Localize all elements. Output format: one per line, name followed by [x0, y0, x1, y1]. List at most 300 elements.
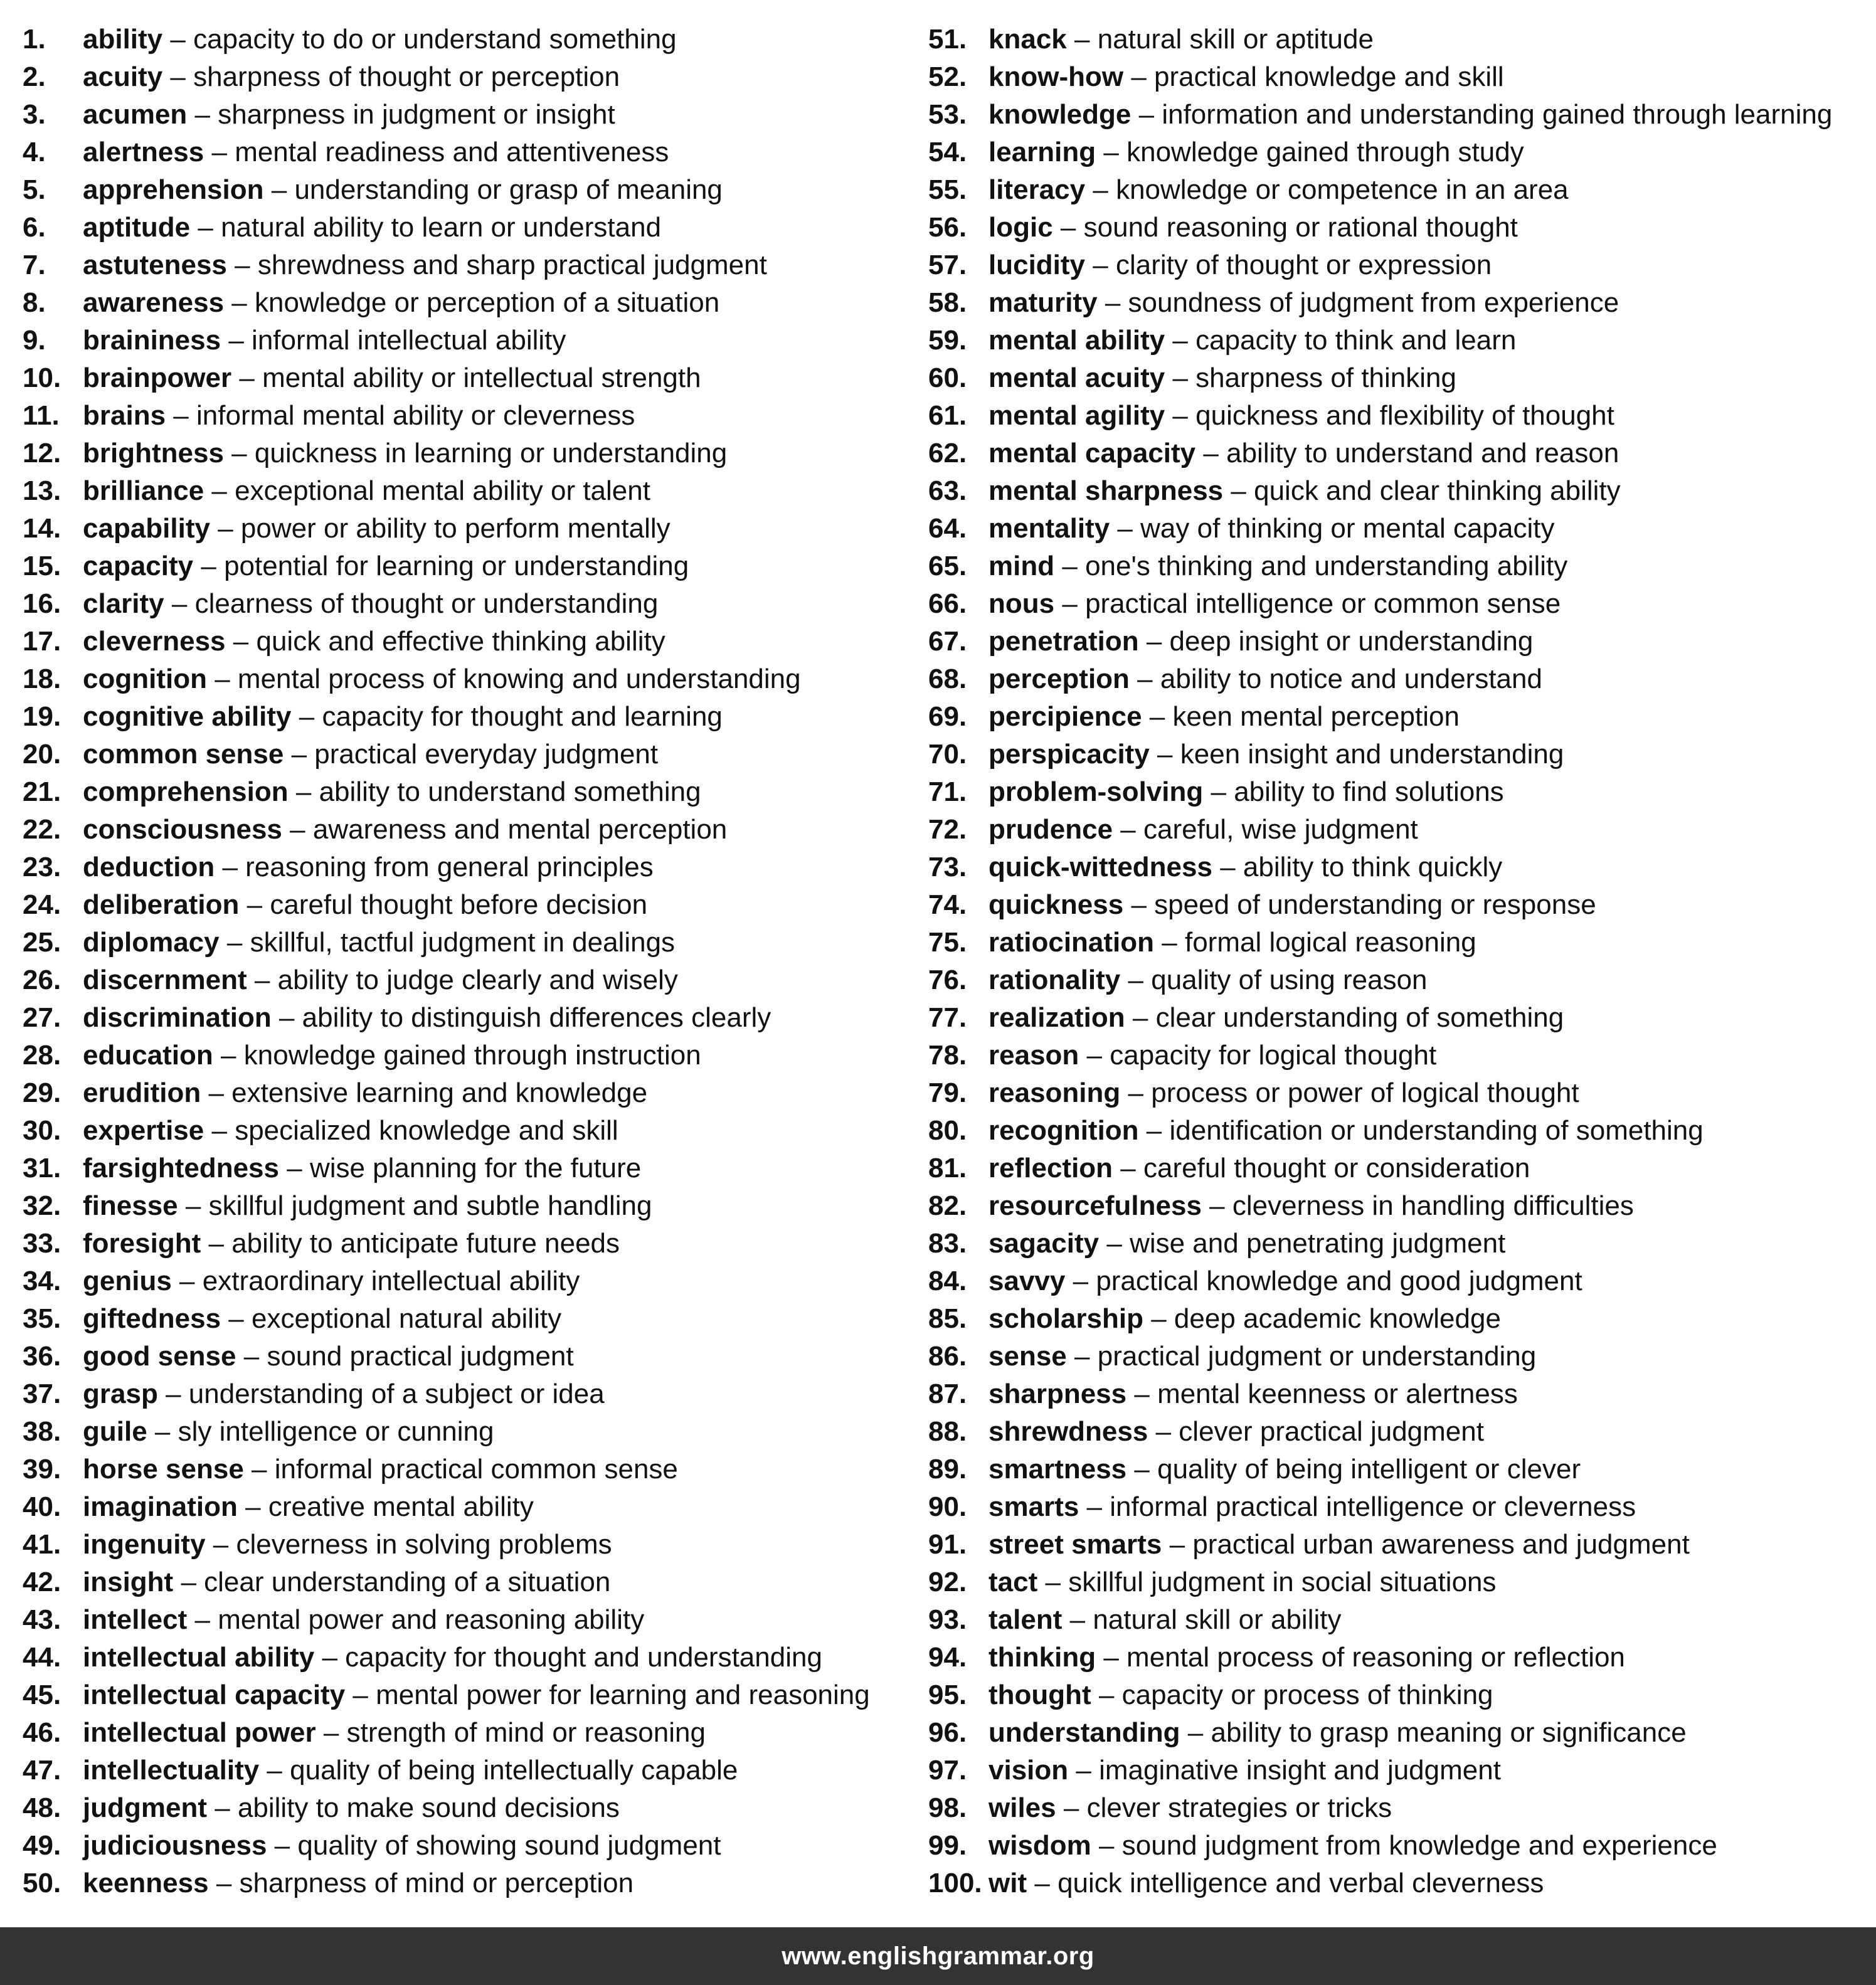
item-number: 89. — [928, 1454, 967, 1485]
item-definition: speed of understanding or response — [1154, 889, 1596, 920]
item-separator: – — [1086, 1491, 1103, 1522]
item-definition: careful thought before decision — [270, 889, 648, 920]
list-item — [23, 1035, 913, 1072]
item-word: giftedness — [83, 1303, 221, 1334]
list-item — [23, 19, 913, 56]
item-separator: – — [1060, 212, 1076, 243]
list-item — [23, 997, 913, 1035]
item-definition: cleverness in solving problems — [236, 1529, 612, 1560]
item-number: 19. — [23, 701, 61, 732]
item-definition: quality of showing sound judgment — [297, 1830, 721, 1861]
item-word: knack — [988, 24, 1067, 55]
list-item — [928, 207, 1869, 245]
item-definition: creative mental ability — [268, 1491, 534, 1522]
item-word: comprehension — [83, 776, 289, 807]
item-word: intellectual power — [83, 1717, 316, 1748]
item-separator: – — [1157, 739, 1173, 770]
list-item — [23, 771, 913, 809]
item-word: discernment — [83, 965, 247, 995]
item-separator: – — [1172, 363, 1188, 393]
list-item — [23, 1449, 913, 1486]
item-number: 21. — [23, 776, 61, 807]
item-number: 91. — [928, 1529, 967, 1560]
list-item — [928, 884, 1869, 922]
list-item — [23, 320, 913, 357]
item-separator: – — [1138, 99, 1155, 130]
item-separator: – — [1103, 137, 1119, 167]
item-separator: – — [1151, 1303, 1167, 1334]
item-word: mental acuity — [988, 363, 1165, 393]
item-definition: understanding or grasp of meaning — [294, 174, 723, 205]
item-number: 50. — [23, 1868, 61, 1898]
item-word: aptitude — [83, 212, 191, 243]
item-word: mental ability — [988, 325, 1165, 356]
item-number: 13. — [23, 475, 61, 506]
list-item — [928, 1486, 1869, 1524]
list-item — [928, 1863, 1869, 1900]
item-separator: – — [194, 99, 211, 130]
item-definition: ability to make sound decisions — [237, 1792, 620, 1823]
list-item — [23, 1863, 913, 1900]
item-word: ratiocination — [988, 927, 1155, 958]
item-word: smarts — [988, 1491, 1079, 1522]
item-separator: – — [226, 927, 243, 958]
item-definition: knowledge or competence in an area — [1116, 174, 1569, 205]
list-item — [928, 1524, 1869, 1562]
item-word: percipience — [988, 701, 1142, 732]
item-word: recognition — [988, 1115, 1139, 1146]
item-number: 39. — [23, 1454, 61, 1485]
item-definition: wise planning for the future — [309, 1153, 642, 1183]
item-number: 18. — [23, 664, 61, 694]
item-definition: deep insight or understanding — [1169, 626, 1534, 657]
item-separator: – — [1086, 1040, 1103, 1071]
list-item — [928, 433, 1869, 470]
item-word: resourcefulness — [988, 1190, 1202, 1221]
item-number: 3. — [23, 99, 46, 130]
item-definition: sharpness of mind or perception — [239, 1868, 634, 1898]
item-definition: ability to distinguish differences clearly — [302, 1002, 771, 1033]
item-word: savvy — [988, 1266, 1066, 1296]
item-definition: sharpness in judgment or insight — [218, 99, 615, 130]
item-separator: – — [245, 1491, 261, 1522]
item-separator: – — [1203, 438, 1219, 468]
item-separator: – — [254, 965, 270, 995]
item-word: capability — [83, 513, 210, 544]
footer-bar — [0, 1927, 1876, 1985]
list-item — [23, 1825, 913, 1863]
item-definition: careful thought or consideration — [1143, 1153, 1530, 1183]
item-number: 82. — [928, 1190, 967, 1221]
item-separator: – — [1069, 1604, 1086, 1635]
item-word: scholarship — [988, 1303, 1143, 1334]
list-item — [928, 94, 1869, 132]
item-word: lucidity — [988, 250, 1086, 280]
item-definition: cleverness in handling difficulties — [1232, 1190, 1634, 1221]
list-item — [928, 132, 1869, 169]
item-word: understanding — [988, 1717, 1180, 1748]
item-separator: – — [1120, 1153, 1136, 1183]
item-number: 51. — [928, 24, 967, 55]
item-number: 85. — [928, 1303, 967, 1334]
item-separator: – — [233, 626, 249, 657]
item-number: 10. — [23, 363, 61, 393]
list-item — [23, 132, 913, 169]
item-number: 99. — [928, 1830, 967, 1861]
item-word: braininess — [83, 325, 221, 356]
item-number: 23. — [23, 852, 61, 882]
list-item — [928, 1675, 1869, 1712]
item-separator: – — [1134, 1379, 1150, 1409]
item-definition: skillful, tactful judgment in dealings — [250, 927, 676, 958]
item-separator: – — [274, 1830, 290, 1861]
list-item — [928, 1336, 1869, 1374]
list-item — [23, 433, 913, 470]
item-separator: – — [208, 1228, 224, 1259]
item-definition: potential for learning or understanding — [224, 551, 689, 581]
item-definition: clever practical judgment — [1179, 1416, 1484, 1447]
item-definition: clever strategies or tricks — [1086, 1792, 1392, 1823]
item-number: 57. — [928, 250, 967, 280]
list-item — [928, 1449, 1869, 1486]
item-definition: natural skill or aptitude — [1097, 24, 1374, 55]
item-separator: – — [1149, 701, 1165, 732]
list-item — [928, 56, 1869, 94]
item-word: education — [83, 1040, 213, 1071]
item-number: 79. — [928, 1077, 967, 1108]
item-number: 17. — [23, 626, 61, 657]
item-definition: exceptional natural ability — [252, 1303, 562, 1334]
list-item — [23, 1336, 913, 1374]
item-number: 94. — [928, 1642, 967, 1673]
item-word: judgment — [83, 1792, 207, 1823]
item-number: 5. — [23, 174, 46, 205]
list-item — [23, 282, 913, 320]
item-definition: clearness of thought or understanding — [194, 588, 659, 619]
item-number: 90. — [928, 1491, 967, 1522]
item-number: 52. — [928, 61, 967, 92]
item-definition: information and understanding gained through learning — [1162, 99, 1833, 130]
item-definition: power or ability to perform mentally — [240, 513, 670, 544]
item-definition: sly intelligence or cunning — [178, 1416, 494, 1447]
footer-url: www.englishgrammar.org — [782, 1942, 1094, 1970]
item-word: guile — [83, 1416, 147, 1447]
item-definition: awareness and mental perception — [312, 814, 728, 845]
item-separator: – — [201, 551, 216, 581]
item-separator: – — [246, 889, 263, 920]
item-word: insight — [83, 1567, 174, 1597]
item-separator: – — [166, 1379, 181, 1409]
item-definition: quick intelligence and verbal cleverness — [1057, 1868, 1544, 1898]
item-word: intellectuality — [83, 1755, 260, 1786]
item-number: 33. — [23, 1228, 61, 1259]
item-word: cognitive ability — [83, 701, 292, 732]
item-separator: – — [170, 61, 186, 92]
item-number: 76. — [928, 965, 967, 995]
item-number: 100. — [928, 1868, 982, 1898]
list-item — [23, 583, 913, 621]
item-separator: – — [216, 1868, 232, 1898]
item-definition: sharpness of thought or perception — [193, 61, 620, 92]
item-separator: – — [1117, 513, 1133, 544]
item-separator: – — [1105, 287, 1121, 318]
item-word: diplomacy — [83, 927, 220, 958]
item-separator: – — [239, 363, 255, 393]
item-separator: – — [1074, 24, 1090, 55]
item-number: 69. — [928, 701, 967, 732]
list-item — [928, 470, 1869, 508]
item-number: 47. — [23, 1755, 61, 1786]
item-number: 42. — [23, 1567, 61, 1597]
list-item — [23, 470, 913, 508]
item-word: good sense — [83, 1341, 236, 1372]
list-item — [23, 1524, 913, 1562]
list-item — [23, 1637, 913, 1675]
list-item — [928, 659, 1869, 696]
item-separator: – — [231, 287, 247, 318]
item-word: astuteness — [83, 250, 227, 280]
item-number: 1. — [23, 24, 46, 55]
list-item — [23, 884, 913, 922]
item-word: mental capacity — [988, 438, 1196, 468]
item-word: judiciousness — [83, 1830, 267, 1861]
item-word: common sense — [83, 739, 284, 770]
item-word: sagacity — [988, 1228, 1100, 1259]
item-number: 53. — [928, 99, 967, 130]
item-number: 66. — [928, 588, 967, 619]
item-number: 87. — [928, 1379, 967, 1409]
item-separator: – — [1120, 814, 1136, 845]
list-item — [23, 1712, 913, 1750]
list-item — [928, 320, 1869, 357]
item-word: reflection — [988, 1153, 1113, 1183]
list-item — [928, 169, 1869, 207]
item-number: 31. — [23, 1153, 61, 1183]
item-number: 71. — [928, 776, 967, 807]
item-number: 14. — [23, 513, 61, 544]
item-definition: extraordinary intellectual ability — [202, 1266, 580, 1296]
list-item — [928, 395, 1869, 433]
item-definition: quality of being intelligent or clever — [1157, 1454, 1581, 1485]
item-separator: – — [221, 1040, 236, 1071]
item-separator: – — [1098, 1680, 1115, 1710]
item-definition: informal practical intelligence or cleverness — [1110, 1491, 1636, 1522]
item-separator: – — [1062, 551, 1078, 581]
item-separator: – — [170, 24, 186, 55]
item-word: horse sense — [83, 1454, 244, 1485]
item-number: 35. — [23, 1303, 61, 1334]
item-definition: practical urban awareness and judgment — [1192, 1529, 1690, 1560]
item-definition: capacity to think and learn — [1195, 325, 1517, 356]
item-definition: extensive learning and knowledge — [231, 1077, 648, 1108]
item-number: 25. — [23, 927, 61, 958]
item-word: logic — [988, 212, 1053, 243]
item-separator: – — [1211, 776, 1226, 807]
item-separator: – — [1131, 889, 1147, 920]
item-definition: informal mental ability or cleverness — [196, 400, 635, 431]
item-separator: – — [267, 1755, 282, 1786]
item-word: mind — [988, 551, 1055, 581]
item-number: 55. — [928, 174, 967, 205]
item-number: 77. — [928, 1002, 967, 1033]
item-definition: knowledge gained through instruction — [243, 1040, 701, 1071]
list-item — [23, 1374, 913, 1411]
item-definition: ability to understand something — [319, 776, 701, 807]
item-definition: capacity for thought and learning — [322, 701, 723, 732]
item-separator: – — [154, 1416, 171, 1447]
item-number: 74. — [928, 889, 967, 920]
item-word: quickness — [988, 889, 1124, 920]
list-item — [23, 734, 913, 771]
item-number: 46. — [23, 1717, 61, 1748]
item-number: 32. — [23, 1190, 61, 1221]
item-definition: wise and penetrating judgment — [1130, 1228, 1506, 1259]
item-definition: ability to understand and reason — [1226, 438, 1619, 468]
item-separator: – — [1073, 1266, 1089, 1296]
item-number: 65. — [928, 551, 967, 581]
item-definition: clear understanding of something — [1155, 1002, 1564, 1033]
item-definition: ability to anticipate future needs — [231, 1228, 620, 1259]
item-word: penetration — [988, 626, 1139, 657]
list-item — [928, 734, 1869, 771]
list-item — [928, 1148, 1869, 1185]
item-separator: – — [1128, 1077, 1143, 1108]
item-word: keenness — [83, 1868, 209, 1898]
item-number: 83. — [928, 1228, 967, 1259]
list-item — [928, 621, 1869, 659]
item-number: 86. — [928, 1341, 967, 1372]
item-word: thought — [988, 1680, 1091, 1710]
item-word: brainpower — [83, 363, 232, 393]
item-number: 41. — [23, 1529, 61, 1560]
item-definition: quick and clear thinking ability — [1254, 475, 1621, 506]
item-separator: – — [211, 137, 227, 167]
list-item — [23, 847, 913, 884]
item-word: erudition — [83, 1077, 201, 1108]
item-definition: quality of using reason — [1151, 965, 1428, 995]
list-item — [928, 546, 1869, 583]
item-definition: soundness of judgment from experience — [1128, 287, 1619, 318]
item-word: discrimination — [83, 1002, 272, 1033]
item-definition: ability to notice and understand — [1160, 664, 1542, 694]
list-item — [928, 357, 1869, 395]
list-item — [23, 1787, 913, 1825]
item-separator: – — [1093, 174, 1108, 205]
item-separator: – — [322, 1642, 337, 1673]
item-number: 92. — [928, 1567, 967, 1597]
item-separator: – — [1076, 1755, 1091, 1786]
item-definition: specialized knowledge and skill — [235, 1115, 618, 1146]
item-word: farsightedness — [83, 1153, 279, 1183]
item-number: 4. — [23, 137, 46, 167]
item-definition: skillful judgment in social situations — [1068, 1567, 1497, 1597]
list-item — [23, 207, 913, 245]
item-separator: – — [1146, 1115, 1162, 1146]
item-word: intellectual capacity — [83, 1680, 346, 1710]
item-separator: – — [287, 1153, 302, 1183]
item-separator: – — [194, 1604, 210, 1635]
list-item — [928, 1072, 1869, 1110]
item-number: 36. — [23, 1341, 61, 1372]
item-definition: knowledge gained through study — [1126, 137, 1524, 167]
item-number: 75. — [928, 927, 967, 958]
item-definition: mental process of reasoning or reflection — [1126, 1642, 1625, 1673]
item-definition: sound reasoning or rational thought — [1083, 212, 1518, 243]
item-number: 2. — [23, 61, 46, 92]
item-separator: – — [181, 1567, 196, 1597]
list-item — [23, 696, 913, 734]
item-definition: identification or understanding of something — [1169, 1115, 1704, 1146]
item-definition: formal logical reasoning — [1184, 927, 1476, 958]
item-word: knowledge — [988, 99, 1131, 130]
item-definition: one's thinking and understanding ability — [1085, 551, 1568, 581]
item-word: finesse — [83, 1190, 178, 1221]
item-separator: – — [252, 1454, 267, 1485]
list-item — [23, 1411, 913, 1449]
item-number: 24. — [23, 889, 61, 920]
item-word: nous — [988, 588, 1055, 619]
item-separator: – — [243, 1341, 260, 1372]
item-number: 9. — [23, 325, 46, 356]
item-definition: sound practical judgment — [267, 1341, 574, 1372]
item-number: 97. — [928, 1755, 967, 1786]
list-item — [23, 1072, 913, 1110]
item-separator: – — [271, 174, 287, 205]
item-separator: – — [171, 588, 188, 619]
item-definition: mental process of knowing and understanding — [237, 664, 801, 694]
item-number: 80. — [928, 1115, 967, 1146]
list-item — [928, 1750, 1869, 1787]
list-item — [23, 1562, 913, 1599]
item-separator: – — [1131, 61, 1147, 92]
item-definition: clarity of thought or expression — [1115, 250, 1492, 280]
item-separator: – — [173, 400, 189, 431]
list-item — [23, 94, 913, 132]
item-number: 37. — [23, 1379, 61, 1409]
item-word: problem-solving — [988, 776, 1204, 807]
item-definition: exceptional mental ability or talent — [235, 475, 650, 506]
item-number: 43. — [23, 1604, 61, 1635]
list-item — [23, 357, 913, 395]
item-definition: ability to grasp meaning or significance — [1211, 1717, 1687, 1748]
item-number: 29. — [23, 1077, 61, 1108]
item-definition: informal practical common sense — [274, 1454, 678, 1485]
item-word: clarity — [83, 588, 164, 619]
item-separator: – — [1034, 1868, 1050, 1898]
list-item — [23, 508, 913, 546]
item-word: capacity — [83, 551, 194, 581]
item-definition: informal intellectual ability — [252, 325, 566, 356]
item-number: 61. — [928, 400, 967, 431]
item-word: foresight — [83, 1228, 201, 1259]
item-word: talent — [988, 1604, 1063, 1635]
list-item — [928, 922, 1869, 960]
list-item — [928, 847, 1869, 884]
list-item — [23, 1750, 913, 1787]
item-word: apprehension — [83, 174, 264, 205]
item-word: awareness — [83, 287, 225, 318]
list-item — [23, 960, 913, 997]
list-item — [23, 1148, 913, 1185]
item-number: 67. — [928, 626, 967, 657]
item-word: street smarts — [988, 1529, 1162, 1560]
item-number: 68. — [928, 664, 967, 694]
item-number: 70. — [928, 739, 967, 770]
item-separator: – — [215, 1792, 230, 1823]
item-separator: – — [1093, 250, 1108, 280]
item-word: cognition — [83, 664, 207, 694]
item-definition: practical judgment or understanding — [1097, 1341, 1537, 1372]
